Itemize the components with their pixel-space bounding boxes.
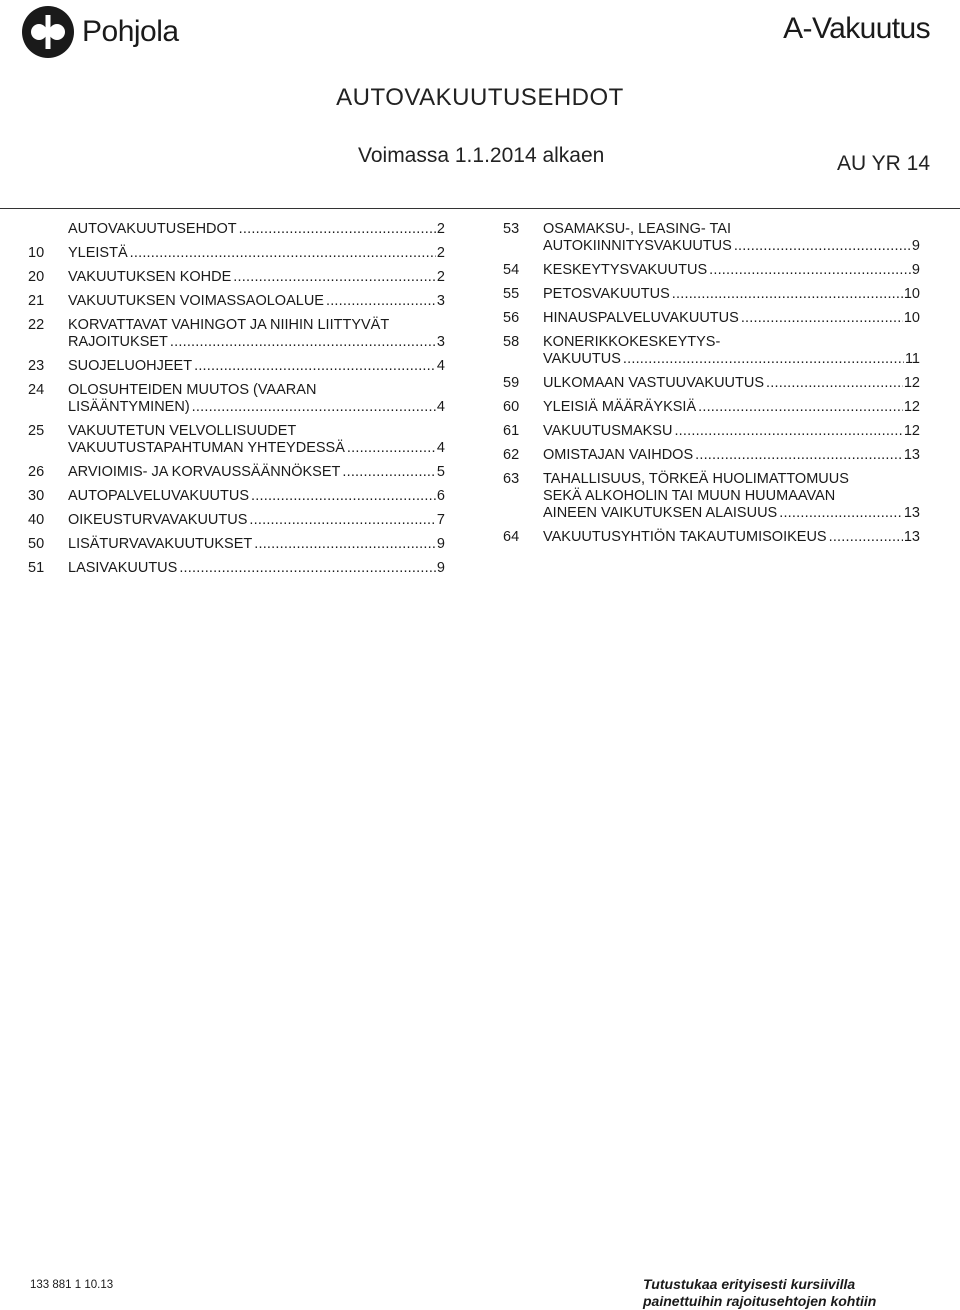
dot-leader: [251, 488, 436, 505]
toc-title-line: ARVIOIMIS- JA KORVAUSSÄÄNNÖKSET: [68, 464, 341, 480]
toc-title-line: OMISTAJAN VAIHDOS: [543, 447, 694, 463]
toc-title-line: AINEEN VAIKUTUKSEN ALAISUUS: [543, 505, 778, 521]
product-name: A-Vakuutus: [783, 12, 930, 45]
toc-section-number: 58: [503, 334, 520, 350]
document-code: AU YR 14: [837, 152, 930, 175]
toc-page-number: 3: [436, 293, 445, 309]
dot-leader: [194, 358, 436, 375]
toc-entry: [503, 399, 920, 416]
toc-page-number: 13: [903, 505, 920, 521]
toc-entry-body: [543, 310, 920, 327]
toc-title-row: [68, 358, 445, 375]
toc-entry-body: [68, 293, 445, 310]
toc-entry: [503, 447, 920, 464]
toc-title-line: SEKÄ ALKOHOLIN TAI MUUN HUUMAAVAN: [543, 488, 836, 504]
toc-title-line: OSAMAKSU-, LEASING- TAI: [543, 221, 732, 237]
toc-entry: [28, 221, 445, 238]
toc-title-row: [543, 310, 920, 327]
toc-title-line: VAKUUTUKSEN KOHDE: [68, 269, 232, 285]
dot-leader: [829, 529, 903, 546]
toc-entry: [28, 382, 445, 416]
toc-entry: [28, 512, 445, 529]
toc-title-row: [543, 262, 920, 279]
toc-entry-body: [68, 221, 445, 238]
toc-section-number: 55: [503, 286, 520, 302]
dot-leader: [192, 399, 436, 416]
toc-title-row: [68, 464, 445, 481]
dot-leader: [179, 560, 436, 577]
toc-section-number: 64: [503, 529, 520, 545]
dot-leader: [741, 310, 903, 327]
toc-title-line: VAKUUTETUN VELVOLLISUUDET: [68, 423, 297, 439]
toc-page-number: 10: [903, 286, 920, 302]
toc-entry: [503, 262, 920, 279]
toc-title-line: PETOSVAKUUTUS: [543, 286, 670, 302]
footer-note-line: Tutustukaa erityisesti kursiivilla: [643, 1276, 856, 1292]
toc-entry: [28, 536, 445, 553]
toc-page-number: 3: [436, 334, 445, 350]
toc-page-number: 13: [903, 529, 920, 545]
toc-section-number: 22: [28, 317, 45, 333]
toc-title-row: [543, 505, 920, 522]
toc-title-row: [543, 423, 920, 440]
toc-page-number: 9: [911, 262, 920, 278]
toc-entry-body: [543, 399, 920, 416]
dot-leader: [239, 221, 436, 238]
toc-title-row: [68, 512, 445, 529]
dot-leader: [674, 423, 902, 440]
toc-entry-body: [68, 488, 445, 505]
toc-title-row: [68, 488, 445, 505]
toc-title-line: VAKUUTUKSEN VOIMASSAOLOALUE: [68, 293, 324, 309]
toc-entry-body: [68, 560, 445, 577]
dot-leader: [170, 334, 436, 351]
toc-entry-body: [68, 423, 445, 457]
toc-section-number: 21: [28, 293, 45, 309]
toc-entry-body: [543, 529, 920, 546]
toc-section-number: 59: [503, 375, 520, 391]
toc-entry: [28, 269, 445, 286]
toc-section-number: 54: [503, 262, 520, 278]
toc-entry-body: [68, 245, 445, 262]
toc-entry: [503, 471, 920, 522]
toc-title-line: LASIVAKUUTUS: [68, 560, 178, 576]
toc-section-number: 26: [28, 464, 45, 480]
toc-title-line: LISÄÄNTYMINEN): [68, 399, 190, 415]
toc-title-row: [68, 269, 445, 286]
toc-section-number: 60: [503, 399, 520, 415]
toc-entry: [503, 221, 920, 255]
dot-leader: [623, 351, 904, 368]
table-of-contents-right: [503, 221, 920, 553]
toc-section-number: 20: [28, 269, 45, 285]
toc-entry-body: [543, 423, 920, 440]
toc-section-number: 61: [503, 423, 520, 439]
toc-entry-body: [543, 286, 920, 303]
toc-page-number: 10: [903, 310, 920, 326]
toc-entry: [28, 423, 445, 457]
toc-entry-body: [68, 317, 445, 351]
toc-section-number: 25: [28, 423, 45, 439]
toc-entry: [503, 334, 920, 368]
toc-section-number: 23: [28, 358, 45, 374]
toc-entry: [28, 488, 445, 505]
toc-title-line: SUOJELUOHJEET: [68, 358, 193, 374]
toc-title-line: KESKEYTYSVAKUUTUS: [543, 262, 708, 278]
table-of-contents-left: [28, 221, 445, 584]
toc-title-line: VAKUUTUS: [543, 351, 621, 367]
dot-leader: [130, 245, 436, 262]
toc-entry-body: [68, 269, 445, 286]
toc-title-line: TAHALLISUUS, TÖRKEÄ HUOLIMATTOMUUS: [543, 471, 849, 487]
toc-title-line: RAJOITUKSET: [68, 334, 168, 350]
toc-entry-body: [543, 375, 920, 392]
dot-leader: [347, 440, 436, 457]
toc-entry-body: [68, 358, 445, 375]
toc-entry-body: [543, 471, 920, 522]
toc-entry: [503, 529, 920, 546]
toc-entry: [28, 245, 445, 262]
toc-page-number: 2: [436, 221, 445, 237]
toc-title-line: OIKEUSTURVAVAKUUTUS: [68, 512, 248, 528]
toc-entry: [28, 293, 445, 310]
toc-section-number: 40: [28, 512, 45, 528]
dot-leader: [779, 505, 903, 522]
toc-title-line: HINAUSPALVELUVAKUUTUS: [543, 310, 739, 326]
toc-section-number: 51: [28, 560, 45, 576]
dot-leader: [672, 286, 903, 303]
toc-title-line: AUTOPALVELUVAKUUTUS: [68, 488, 250, 504]
toc-entry: [503, 286, 920, 303]
toc-title-line: KONERIKKOKESKEYTYS-: [543, 334, 721, 350]
toc-page-number: 5: [436, 464, 445, 480]
toc-page-number: 7: [436, 512, 445, 528]
toc-title-row: [543, 238, 920, 255]
toc-title-line: KORVATTAVAT VAHINGOT JA NIIHIN LIITTYVÄT: [68, 317, 390, 333]
toc-entry-body: [68, 382, 445, 416]
toc-title-line: VAKUUTUSYHTIÖN TAKAUTUMISOIKEUS: [543, 529, 827, 545]
dot-leader: [233, 269, 436, 286]
document-validity: Voimassa 1.1.2014 alkaen: [358, 144, 605, 167]
toc-entry: [503, 310, 920, 327]
toc-entry: [28, 560, 445, 577]
toc-title-row: [543, 375, 920, 392]
toc-title-row: [543, 529, 920, 546]
dot-leader: [734, 238, 911, 255]
header-divider: [0, 208, 960, 209]
toc-page-number: 11: [904, 351, 920, 367]
toc-entry-body: [543, 221, 920, 255]
toc-title-line: LISÄTURVAVAKUUTUKSET: [68, 536, 253, 552]
toc-entry: [503, 375, 920, 392]
toc-title-line: AUTOVAKUUTUSEHDOT: [68, 221, 237, 237]
toc-page-number: 4: [436, 358, 445, 374]
toc-title-line: VAKUUTUSMAKSU: [543, 423, 673, 439]
toc-page-number: 12: [903, 399, 920, 415]
toc-section-number: 56: [503, 310, 520, 326]
toc-section-number: [28, 221, 68, 238]
toc-entry: [28, 464, 445, 481]
toc-title-line: AUTOKIINNITYSVAKUUTUS: [543, 238, 732, 254]
toc-section-number: 24: [28, 382, 45, 398]
toc-entry: [28, 317, 445, 351]
toc-title-line: VAKUUTUSTAPAHTUMAN YHTEYDESSÄ: [68, 440, 345, 456]
toc-entry-body: [543, 334, 920, 368]
toc-page-number: 13: [903, 447, 920, 463]
toc-page-number: 9: [436, 560, 445, 576]
toc-title-line: ULKOMAAN VASTUUVAKUUTUS: [543, 375, 765, 391]
toc-section-number: 10: [28, 245, 45, 261]
dot-leader: [695, 447, 903, 464]
toc-section-number: 62: [503, 447, 520, 463]
toc-page-number: 4: [436, 399, 445, 415]
toc-entry-body: [68, 536, 445, 553]
toc-title-row: [68, 536, 445, 553]
toc-entry-body: [543, 447, 920, 464]
dot-leader: [326, 293, 436, 310]
toc-title-row: [543, 286, 920, 303]
toc-page-number: 4: [436, 440, 445, 456]
toc-section-number: 63: [503, 471, 520, 487]
document-title: AUTOVAKUUTUSEHDOT: [336, 84, 624, 111]
toc-title-line: YLEISIÄ MÄÄRÄYKSIÄ: [543, 399, 697, 415]
toc-page-number: 6: [436, 488, 445, 504]
toc-entry: [503, 423, 920, 440]
toc-entry: [28, 358, 445, 375]
pohjola-logo: [22, 4, 179, 60]
toc-title-row: [543, 399, 920, 416]
dot-leader: [249, 512, 436, 529]
toc-page-number: 9: [436, 536, 445, 552]
toc-page-number: 9: [911, 238, 920, 254]
toc-page-number: 2: [436, 269, 445, 285]
dot-leader: [766, 375, 903, 392]
toc-section-number: 30: [28, 488, 45, 504]
footer-note: [643, 1276, 876, 1310]
dot-leader: [709, 262, 911, 279]
toc-entry-body: [68, 464, 445, 481]
toc-section-number: 50: [28, 536, 45, 552]
toc-page-number: 12: [903, 375, 920, 391]
dot-leader: [698, 399, 903, 416]
toc-title-row: [68, 293, 445, 310]
toc-title-row: [68, 245, 445, 262]
footer-print-code: 133 881 1 10.13: [30, 1279, 114, 1291]
toc-title-row: [68, 221, 445, 238]
dot-leader: [342, 464, 436, 481]
toc-page-number: 12: [903, 423, 920, 439]
toc-entry-body: [68, 512, 445, 529]
toc-page-number: 2: [436, 245, 445, 261]
toc-title-row: [543, 351, 920, 368]
toc-title-row: [68, 334, 445, 351]
footer-note-line: painettuihin rajoitusehtojen kohtiin: [643, 1293, 877, 1309]
dot-leader: [254, 536, 436, 553]
toc-title-line: OLOSUHTEIDEN MUUTOS (VAARAN: [68, 382, 317, 398]
toc-section-number: 53: [503, 221, 520, 237]
toc-entry-body: [543, 262, 920, 279]
pohjola-logo-icon: [22, 6, 74, 58]
toc-title-row: [68, 560, 445, 577]
brand-name: Pohjola: [82, 15, 179, 48]
toc-title-line: YLEISTÄ: [68, 245, 128, 261]
toc-title-row: [68, 440, 445, 457]
toc-title-row: [68, 399, 445, 416]
toc-title-row: [543, 447, 920, 464]
